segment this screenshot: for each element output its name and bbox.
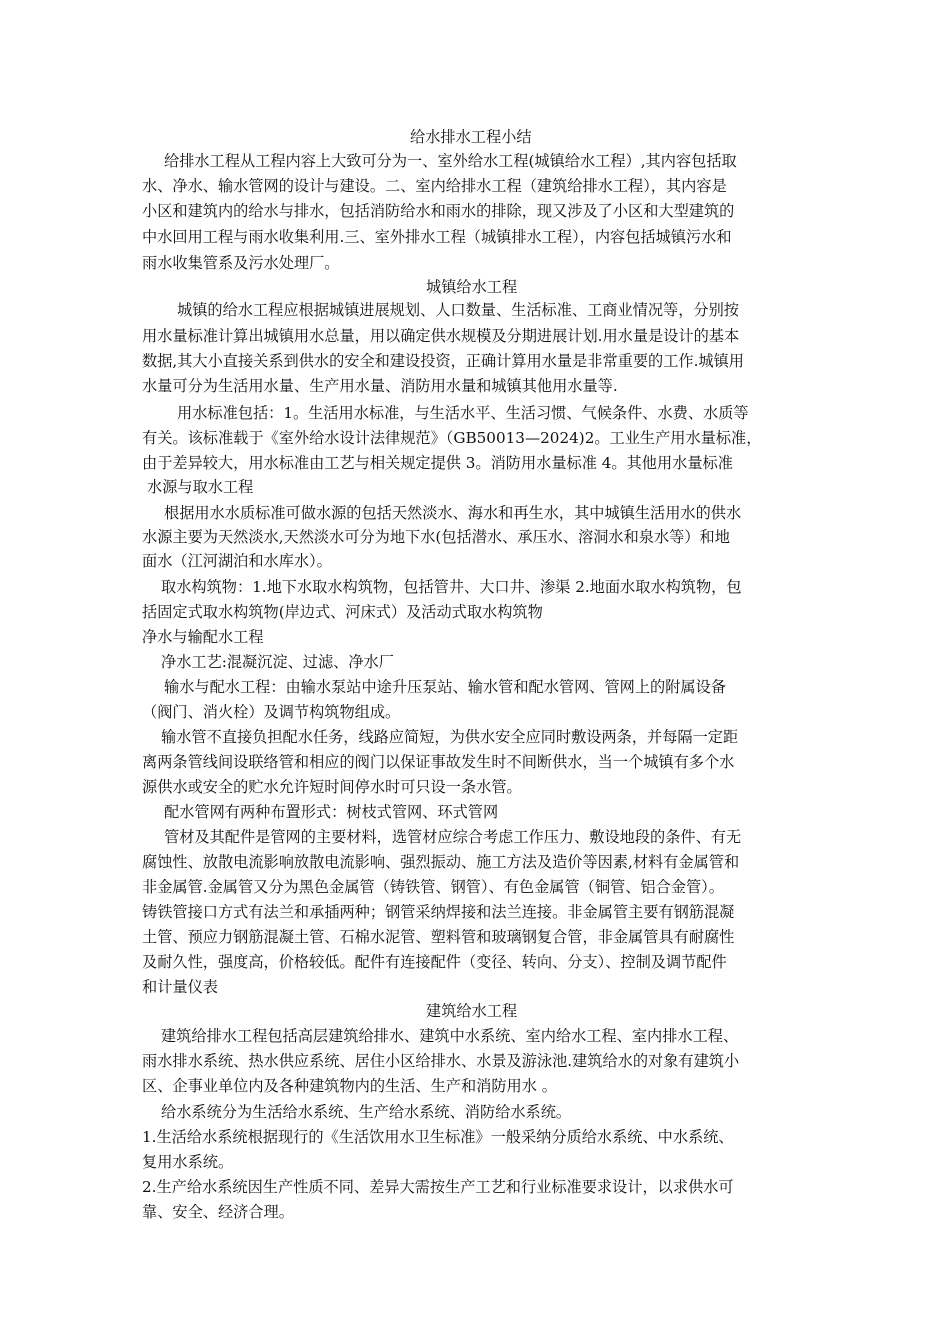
text-line: 水、净水、输水管网的设计与建设。二、室内给排水工程（建筑给排水工程），其内容是 (142, 177, 727, 195)
text-line: 建筑给排水工程包括高层建筑给排水、建筑中水系统、室内给水工程、室内排水工程、 (161, 1027, 739, 1045)
text-line: 雨水排水系统、热水供应系统、居住小区给排水、水景及游泳池.建筑给水的对象有建筑小 (142, 1052, 740, 1070)
text-line: 根据用水水质标准可做水源的包括天然淡水、海水和再生水，其中城镇生活用水的供水 (164, 504, 742, 522)
text-line: 源供水或安全的贮水允许短时间停水时可只设一条水管。 (142, 778, 522, 796)
text-line: 输水与配水工程：由输水泵站中途升压泵站、输水管和配水管网、管网上的附属设备 (164, 678, 726, 696)
text-line: 雨水收集管系及污水处理厂。 (142, 254, 340, 272)
text-line: （阀门、消火栓）及调节构筑物组成。 (142, 703, 401, 721)
text-line: 铸铁管接口方式有法兰和承插两种；钢管采纳焊接和法兰连接。非金属管主要有钢筋混凝 (142, 903, 735, 921)
text-line: 土管、预应力钢筋混凝土管、石棉水泥管、塑料管和玻璃钢复合管，非金属管具有耐腐性 (142, 928, 735, 946)
text-line: 取水构筑物：1.地下水取水构筑物，包括管井、大口井、渗渠 2.地面水取水构筑物，包 (161, 578, 742, 596)
text-line: 2.生产给水系统因生产性质不同、差异大需按生产工艺和行业标准要求设计，以求供水可 (142, 1178, 734, 1196)
text-line: 数据,其大小直接关系到供水的安全和建设投资，正确计算用水量是非常重要的工作.城镇用 (142, 352, 744, 370)
text-line: 给水系统分为生活给水系统、生产给水系统、消防给水系统。 (161, 1103, 572, 1121)
text-line: 用水标准包括：1。生活用水标准，与生活水平、生活习惯、气候条件、水费、水质等 (177, 404, 749, 422)
section-heading: 城镇给水工程 (426, 278, 518, 296)
text-line: 括固定式取水构筑物(岸边式、河床式）及活动式取水构筑物 (142, 603, 543, 621)
text-line: 离两条管线间设联络管和相应的阀门以保证事故发生时不间断供水，当一个城镇有多个水 (142, 753, 735, 771)
text-line: 区、企事业单位内及各种建筑物内的生活、生产和消防用水 。 (142, 1077, 557, 1095)
text-line: 用水量标准计算出城镇用水总量，用以确定供水规模及分期进展计划.用水量是设计的基本 (142, 327, 740, 345)
text-line: 1.生活给水系统根据现行的《生活饮用水卫生标准》一般采纳分质给水系统、中水系统、 (142, 1128, 734, 1146)
section-heading: 净水与输配水工程 (142, 628, 264, 646)
text-line: 和计量仪表 (142, 978, 218, 996)
text-line: 中水回用工程与雨水收集利用.三、室外排水工程（城镇排水工程），内容包括城镇污水和 (142, 228, 732, 246)
section-heading: 水源与取水工程 (147, 478, 254, 496)
text-line: 有关。该标准载于《室外给水设计法律规范》（GB50013—2024)2。工业生产用水量标准， (142, 429, 762, 447)
text-line: 净水工艺:混凝沉淀、过滤、净水厂 (161, 653, 394, 671)
text-line: 非金属管.金属管又分为黑色金属管（铸铁管、钢管）、有色金属管（铜管、铝合金管）。 (142, 878, 724, 896)
text-line: 面水（江河湖泊和水库水）。 (142, 552, 332, 570)
text-line: 城镇的给水工程应根据城镇进展规划、人口数量、生活标准、工商业情况等，分别按 (177, 301, 739, 319)
document-title: 给水排水工程小结 (410, 128, 532, 146)
text-line: 由于差异较大，用水标准由工艺与相关规定提供 3。消防用水量标准 4。其他用水量标准 (142, 454, 733, 472)
text-line: 输水管不直接负担配水任务，线路应简短，为供水安全应同时敷设两条，并每隔一定距 (161, 728, 739, 746)
text-line: 复用水系统。 (142, 1153, 234, 1171)
text-line: 靠、安全、经济合理。 (142, 1203, 294, 1221)
text-line: 及耐久性，强度高，价格较低。配件有连接配件（变径、转向、分支）、控制及调节配件 (142, 953, 727, 971)
text-line: 水源主要为天然淡水,天然淡水可分为地下水(包括潜水、承压水、溶洞水和泉水等）和地 (142, 528, 730, 546)
text-line: 配水管网有两种布置形式：树枝式管网、环式管网 (164, 803, 499, 821)
text-line: 小区和建筑内的给水与排水，包括消防给水和雨水的排除，现又涉及了小区和大型建筑的 (142, 202, 735, 220)
text-line: 管材及其配件是管网的主要材料，选管材应综合考虑工作压力、敷设地段的条件、有无 (164, 828, 742, 846)
text-line: 给排水工程从工程内容上大致可分为一、室外给水工程(城镇给水工程）,其内容包括取 (164, 152, 737, 170)
text-line: 腐蚀性、放散电流影响放散电流影响、强烈振动、施工方法及造价等因素,材料有金属管和 (142, 853, 740, 871)
section-heading: 建筑给水工程 (426, 1002, 518, 1020)
text-line: 水量可分为生活用水量、生产用水量、消防用水量和城镇其他用水量等. (142, 377, 618, 395)
